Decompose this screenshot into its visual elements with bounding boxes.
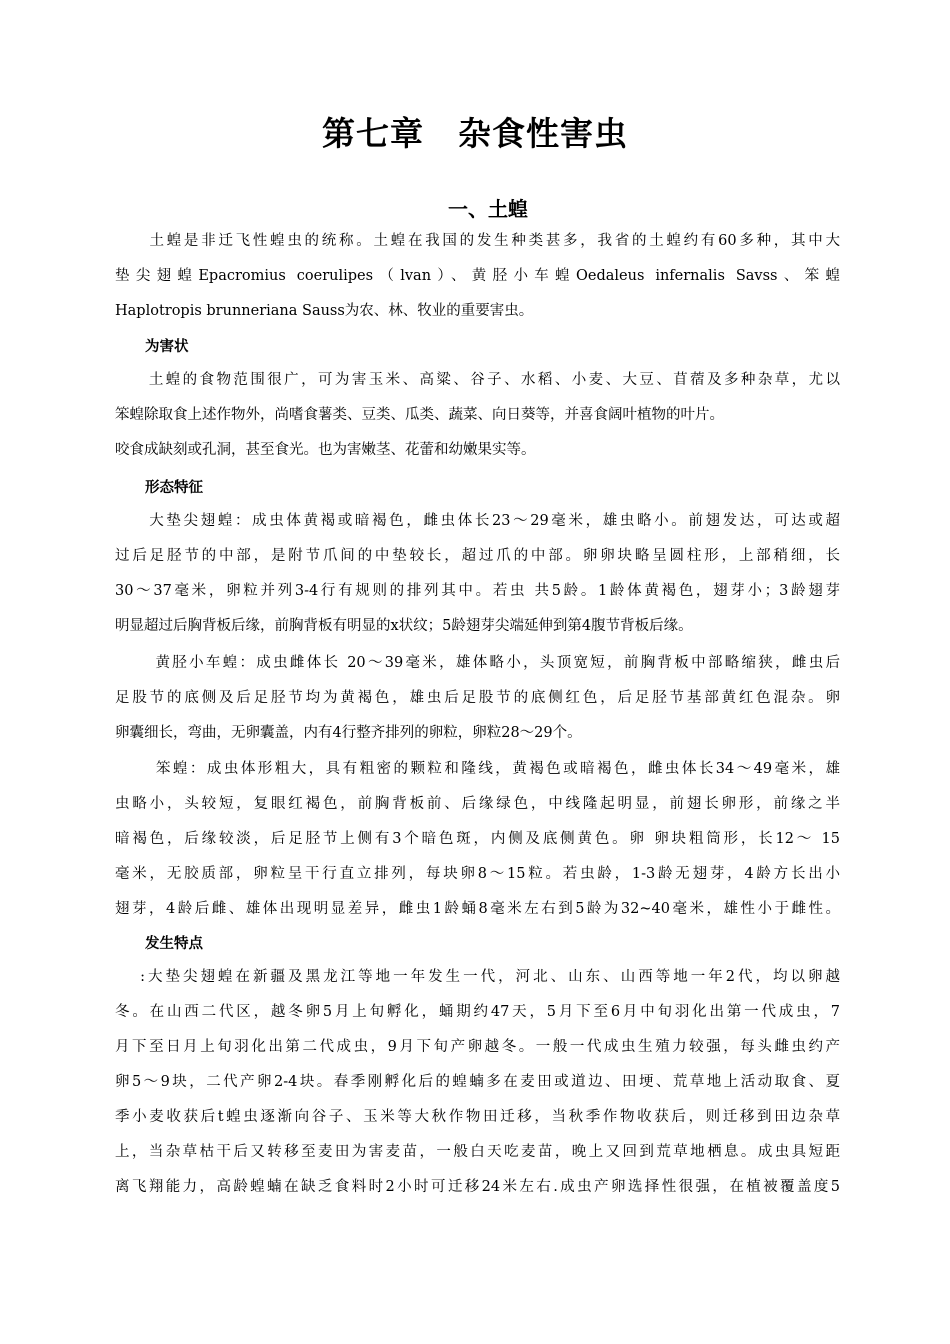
text-line: 翅芽，4龄后雌、雄体出现明显差异，雌虫1龄蛹8毫米左右到5龄为32~40毫米，雄性小于雌性。 — [115, 901, 840, 917]
text-line: 冬。在山西二代区，越冬卵5月上旬孵化，蛹期约47天，5月下至6月中旬羽化出第一代成虫，7 — [115, 1004, 840, 1020]
text-line: 土蝗的食物范围很广，可为害玉米、高粱、谷子、水稻、小麦、大豆、苜蓿及多种杂草，尤以 — [115, 372, 840, 388]
damage-heading: 为害状 — [145, 339, 189, 355]
text-line: 卵囊细长，弯曲，无卵囊盖，内有4行整齐排列的卵粒，卵粒28～29个。 — [115, 725, 582, 741]
text-line: 大垫尖翅蝗：成虫体黄褐或暗褐色，雌虫体长23～29毫米，雄虫略小。前翅发达，可达或超 — [115, 513, 840, 529]
text-line: 上，当杂草枯干后又转移至麦田为害麦苗，一般白天吃麦苗，晚上又回到荒草地栖息。成虫具短距 — [115, 1144, 840, 1160]
text-line: 离飞翔能力，高龄蝗蝻在缺乏食料时2小时可迁移24米左右.成虫产卵选择性很强，在植被覆盖度5 — [115, 1179, 840, 1195]
text-line: 明显超过后胸背板后缘，前胸背板有明显的x状纹；5龄翅芽尖端延伸到第4腹节背板后缘。 — [115, 618, 693, 634]
text-line: 毫米，无胶质部，卵粒呈干行直立排列，每块卵8～15粒。若虫龄，1-3龄无翅芽，4龄方长出小 — [115, 866, 840, 882]
damage-paragraph — [115, 363, 840, 468]
text-line: 足股节的底侧及后足胫节均为黄褐色，雄虫后足股节的底侧红色，后足胫节基部黄红色混杂。卵 — [115, 690, 840, 706]
occurrence-paragraph — [115, 960, 840, 1205]
text-line: 暗褐色，后缘较淡，后足胫节上侧有3个暗色斑，内侧及底侧黄色。卵 卵块粗筒形，长12～ 15 — [115, 831, 840, 847]
text-line: 过后足胫节的中部，是附节爪间的中垫较长，超过爪的中部。卵卵块略呈圆柱形，上部稍细，长 — [115, 548, 840, 564]
text-line: 笨蝗除取食上述作物外，尚嗜食薯类、豆类、瓜类、蔬菜、向日葵等，并喜食阔叶植物的叶片。 — [115, 407, 724, 423]
section-title: 一、土蝗 — [448, 197, 528, 221]
text-line: Haplotropis brunneriana Sauss为农、林、牧业的重要害虫。 — [115, 303, 534, 319]
text-line: 虫略小，头较短，复眼红褐色，前胸背板前、后缘绿色，中线隆起明显，前翅长卵形，前缘之半 — [115, 796, 840, 812]
morphology-paragraph-3 — [115, 752, 840, 927]
occurrence-heading: 发生特点 — [145, 936, 203, 952]
morphology-paragraph-1 — [115, 504, 840, 644]
text-line: 卵5～9块，二代产卵2-4块。春季刚孵化后的蝗蝻多在麦田或道边、田埂、荒草地上活动取食、夏 — [115, 1074, 840, 1090]
morphology-heading: 形态特征 — [145, 480, 203, 496]
text-line: :大垫尖翅蝗在新疆及黑龙江等地一年发生一代，河北、山东、山西等地一年2代，均以卵越 — [115, 969, 840, 985]
chapter-title: 第七章 杂食性害虫 — [322, 114, 628, 153]
text-line: 土蝗是非迁飞性蝗虫的统称。土蝗在我国的发生种类甚多，我省的土蝗约有60多种，其中大 — [115, 233, 840, 249]
text-line: 黄胫小车蝗：成虫雌体长 20～39毫米，雄体略小，头顶宽短，前胸背板中部略缩狭，雌虫后 — [115, 655, 840, 671]
text-line: 垫尖翅蝗Epacromius coerulipes（lvan）、黄胫小车蝗Oedaleus infernalis Savss、笨蝗 — [115, 268, 840, 284]
morphology-paragraph-2 — [115, 646, 840, 751]
text-line: 咬食成缺刻或孔洞，甚至食光。也为害嫩茎、花蕾和幼嫩果实等。 — [115, 442, 536, 458]
text-line: 30～37毫米，卵粒并列3-4行有规则的排列其中。若虫 共5龄。1龄体黄褐色，翅芽小；3龄翅芽 — [115, 583, 840, 599]
text-line: 笨蝗：成虫体形粗大，具有粗密的颗粒和隆线，黄褐色或暗褐色，雌虫体长34～49毫米，雄 — [115, 761, 840, 777]
text-line: 季小麦收获后t蝗虫逐渐向谷子、玉米等大秋作物田迁移，当秋季作物收获后，则迁移到田边杂草 — [115, 1109, 840, 1125]
intro-paragraph — [115, 224, 840, 329]
text-line: 月下至日月上旬羽化出第二代成虫，9月下旬产卵越冬。一般一代成虫生殖力较强，每头雌虫约产 — [115, 1039, 840, 1055]
